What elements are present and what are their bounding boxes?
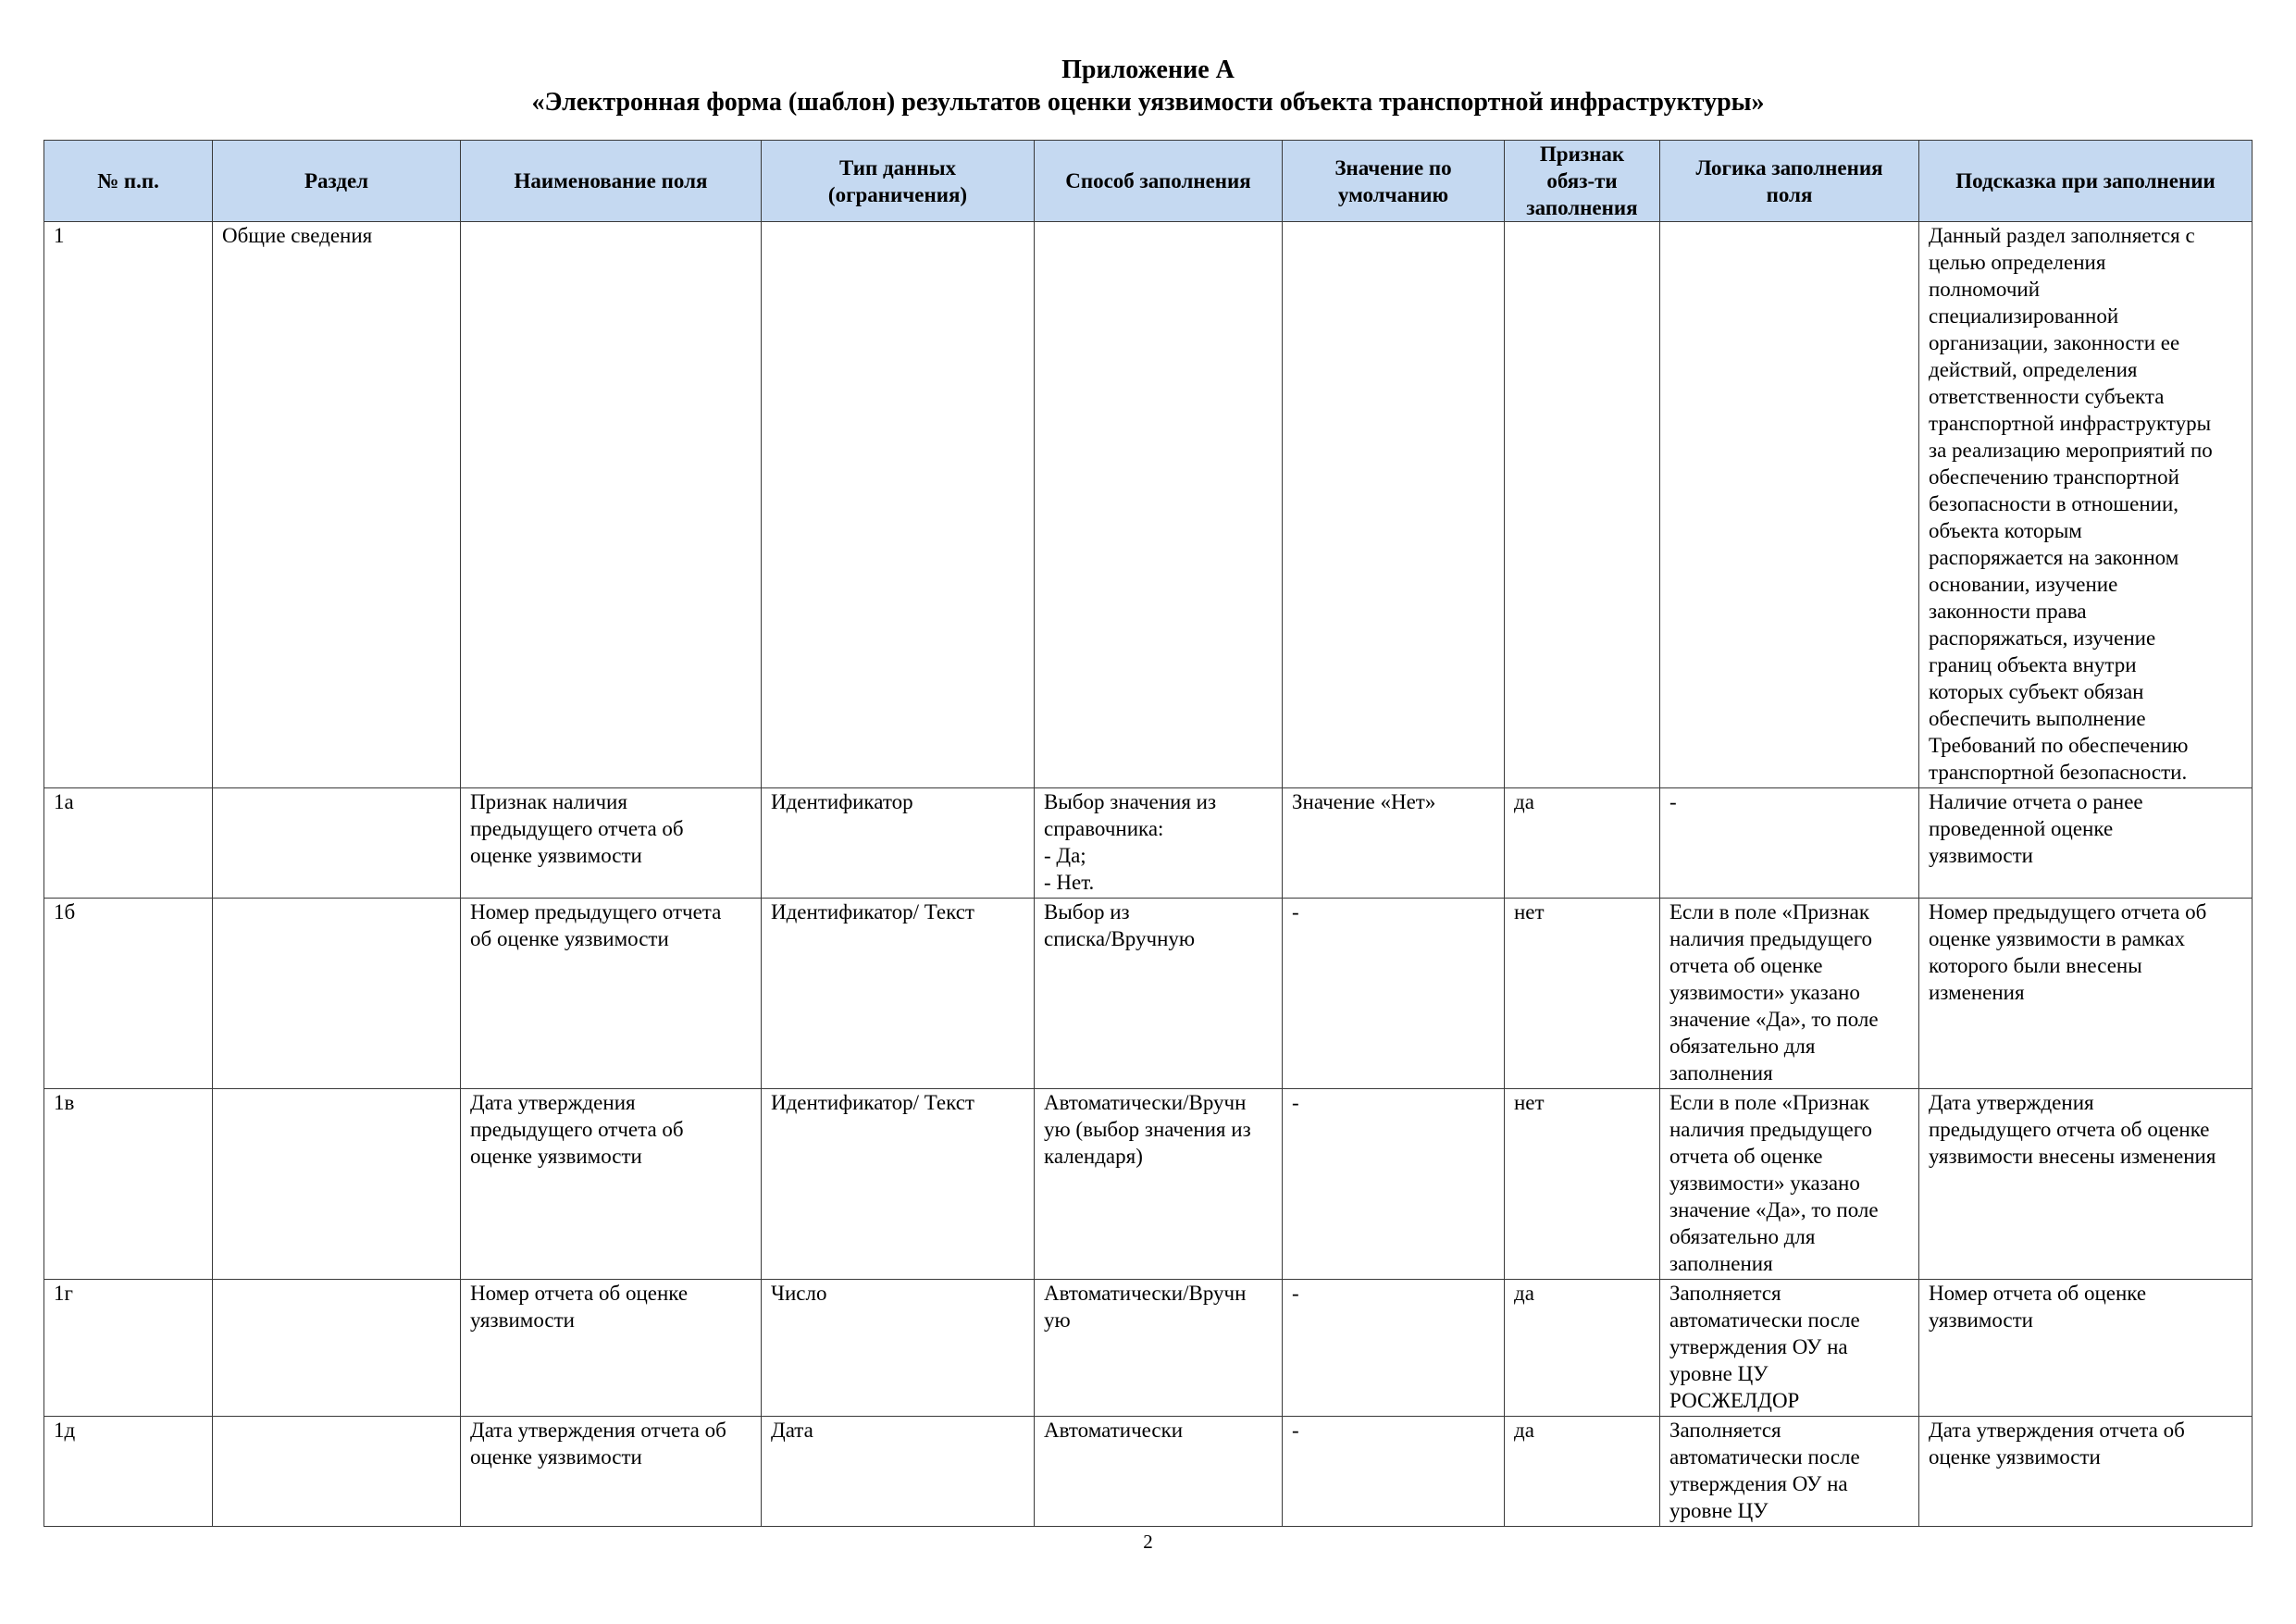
header-fill-method: Способ заполнения: [1035, 141, 1283, 222]
cell-hint: Наличие отчета о ранее проведенной оценке уязвимости: [1919, 788, 2253, 899]
cell-default-value: -: [1283, 1089, 1505, 1280]
fields-table: [43, 140, 2253, 1527]
cell-data-type: Дата: [762, 1417, 1035, 1527]
appendix-title: Приложение А: [1061, 56, 1235, 84]
cell-required-flag: нет: [1505, 899, 1660, 1089]
header-section: Раздел: [213, 141, 461, 222]
cell-num: 1в: [44, 1089, 213, 1280]
cell-data-type: [762, 222, 1035, 788]
cell-hint: Номер отчета об оценке уязвимости: [1919, 1280, 2253, 1417]
table-row: [44, 1417, 2253, 1527]
cell-num: 1б: [44, 899, 213, 1089]
cell-hint: Дата утверждения отчета об оценке уязвимости: [1919, 1417, 2253, 1527]
table-row: [44, 222, 2253, 788]
header-hint: Подсказка при заполнении: [1919, 141, 2253, 222]
cell-default-value: [1283, 222, 1505, 788]
cell-field-name: Номер отчета об оценке уязвимости: [461, 1280, 762, 1417]
cell-data-type: Идентификатор/ Текст: [762, 1089, 1035, 1280]
cell-field-name: Дата утверждения предыдущего отчета об оценке уязвимости: [461, 1089, 762, 1280]
cell-section: [213, 1089, 461, 1280]
cell-section: [213, 788, 461, 899]
cell-required-flag: да: [1505, 1280, 1660, 1417]
header-num: № п.п.: [44, 141, 213, 222]
cell-fill-method: Автоматически: [1035, 1417, 1283, 1527]
cell-fill-method: Выбор значения из справочника: - Да; - Нет.: [1035, 788, 1283, 899]
header-field-name: Наименование поля: [461, 141, 762, 222]
cell-section: [213, 899, 461, 1089]
table-row: [44, 1089, 2253, 1280]
cell-default-value: -: [1283, 899, 1505, 1089]
cell-fill-method: Выбор из списка/Вручную: [1035, 899, 1283, 1089]
cell-hint: Номер предыдущего отчета об оценке уязвимости в рамках которого были внесены изменения: [1919, 899, 2253, 1089]
cell-data-type: Идентификатор/ Текст: [762, 899, 1035, 1089]
cell-num: 1: [44, 222, 213, 788]
cell-required-flag: нет: [1505, 1089, 1660, 1280]
table-row: [44, 788, 2253, 899]
cell-data-type: Число: [762, 1280, 1035, 1417]
cell-data-type: Идентификатор: [762, 788, 1035, 899]
cell-fill-method: [1035, 222, 1283, 788]
cell-required-flag: да: [1505, 788, 1660, 899]
cell-fill-logic: -: [1660, 788, 1919, 899]
cell-fill-logic: Если в поле «Признак наличия предыдущего отчета об оценке уязвимости» указано значение «Да», то поле обязательно для заполнения: [1660, 899, 1919, 1089]
table-row: [44, 1280, 2253, 1417]
cell-default-value: Значение «Нет»: [1283, 788, 1505, 899]
cell-fill-logic: Если в поле «Признак наличия предыдущего отчета об оценке уязвимости» указано значение «Да», то поле обязательно для заполнения: [1660, 1089, 1919, 1280]
cell-fill-logic: Заполняется автоматически после утверждения ОУ на уровне ЦУ: [1660, 1417, 1919, 1527]
cell-section: Общие сведения: [213, 222, 461, 788]
cell-section: [213, 1280, 461, 1417]
cell-hint: Дата утверждения предыдущего отчета об оценке уязвимости внесены изменения: [1919, 1089, 2253, 1280]
page-number: 2: [1143, 1531, 1153, 1553]
cell-field-name: Дата утверждения отчета об оценке уязвимости: [461, 1417, 762, 1527]
cell-fill-logic: Заполняется автоматически после утверждения ОУ на уровне ЦУ РОСЖЕЛДОР: [1660, 1280, 1919, 1417]
table-header-row: [44, 141, 2253, 222]
cell-num: 1а: [44, 788, 213, 899]
cell-required-flag: да: [1505, 1417, 1660, 1527]
cell-fill-method: Автоматически/Вручн ую: [1035, 1280, 1283, 1417]
document-title: [0, 54, 2296, 118]
cell-field-name: Номер предыдущего отчета об оценке уязвимости: [461, 899, 762, 1089]
cell-num: 1д: [44, 1417, 213, 1527]
header-fill-logic: Логика заполнения поля: [1660, 141, 1919, 222]
cell-fill-method: Автоматически/Вручн ую (выбор значения из календаря): [1035, 1089, 1283, 1280]
cell-default-value: -: [1283, 1417, 1505, 1527]
table-row: [44, 899, 2253, 1089]
cell-field-name: [461, 222, 762, 788]
header-default-value: Значение по умолчанию: [1283, 141, 1505, 222]
cell-required-flag: [1505, 222, 1660, 788]
cell-num: 1г: [44, 1280, 213, 1417]
header-data-type: Тип данных (ограничения): [762, 141, 1035, 222]
header-required-flag: Признак обяз-ти заполнения: [1505, 141, 1660, 222]
cell-default-value: -: [1283, 1280, 1505, 1417]
cell-field-name: Признак наличия предыдущего отчета об оценке уязвимости: [461, 788, 762, 899]
cell-hint: Данный раздел заполняется с целью определения полномочий специализированной организации, законности ее действий, определения ответственности субъекта транспортной инфраструктуры за реализацию мероприятий по обеспечению транспортной безопасности в отношении, объекта которым распоряжается на законном основании, изучение законности права распоряжаться, изучение границ объекта внутри которых субъект обязан обеспечить выполнение Требований по обеспечению транспортной безопасности.: [1919, 222, 2253, 788]
cell-section: [213, 1417, 461, 1527]
form-title: «Электронная форма (шаблон) результатов оценки уязвимости объекта транспортной инфраструктуры»: [531, 88, 1765, 117]
cell-fill-logic: [1660, 222, 1919, 788]
